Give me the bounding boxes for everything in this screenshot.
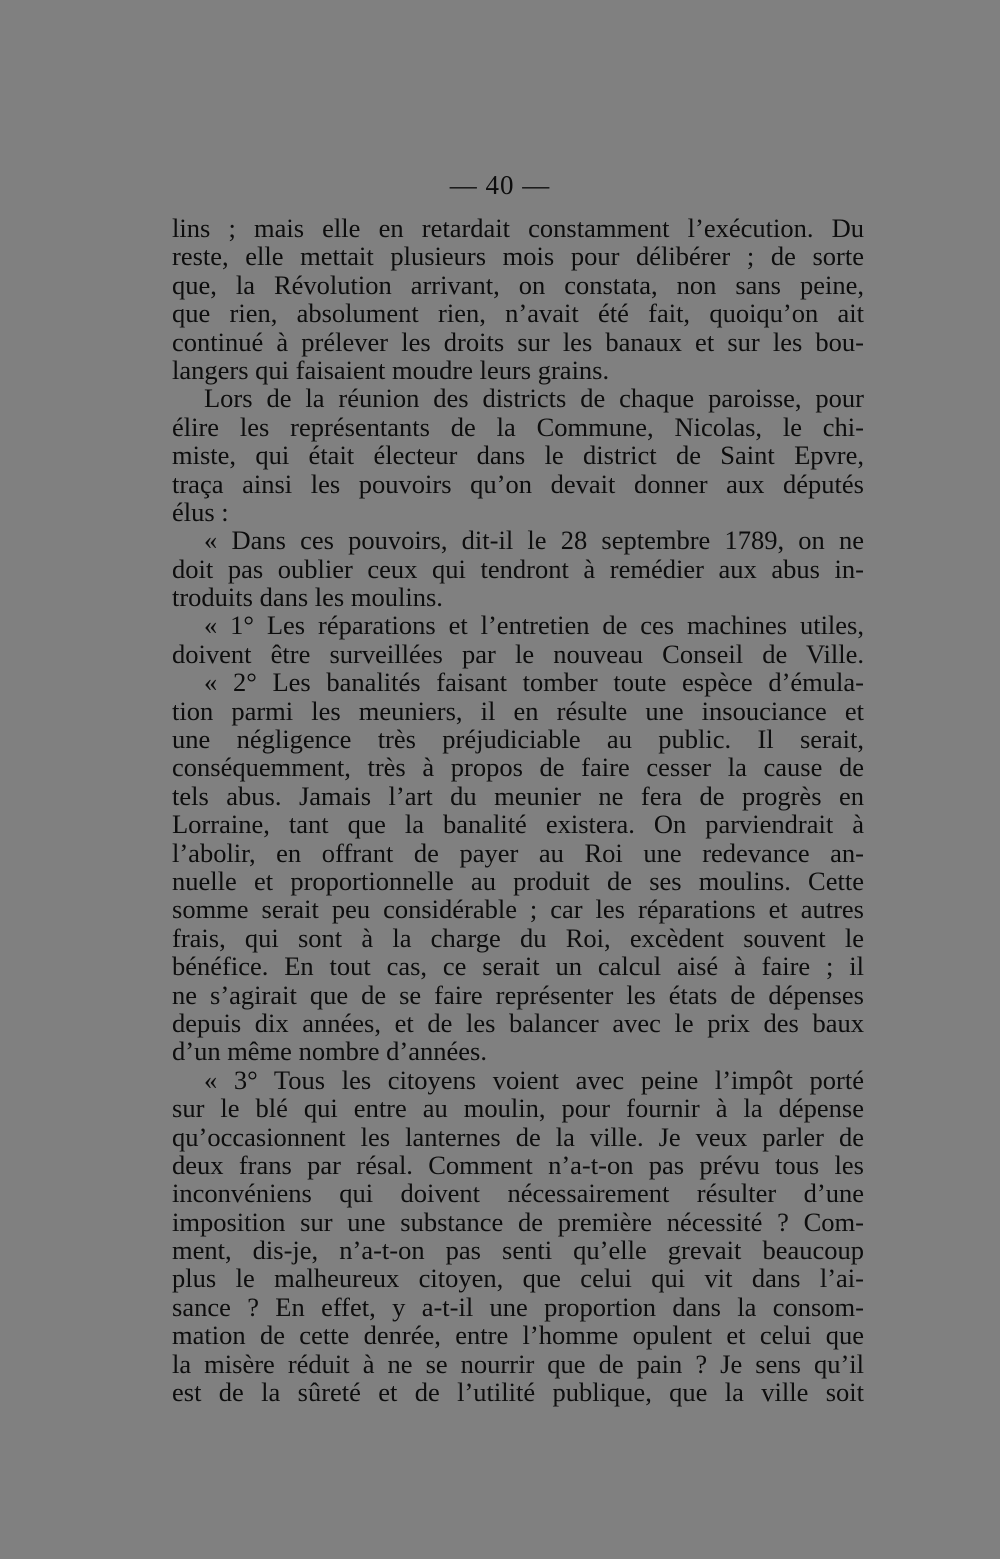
text-line: langers qui faisaient moudre leurs grains. <box>172 354 610 385</box>
text-line: que, la Révolution arrivant, on constata, non sans peine, <box>172 269 864 300</box>
text-line: conséquemment, très à propos de faire cesser la cause de <box>172 752 864 783</box>
text-line: Lorraine, tant que la banalité existera. On parviendrait à <box>172 809 864 840</box>
text-line: élus : <box>172 496 229 527</box>
text-line: lins ; mais elle en retardait constamment l’exécution. Du <box>172 213 864 243</box>
text-line: que rien, absolument rien, n’avait été fait, quoiqu’on ait <box>172 298 864 329</box>
text-line: inconvéniens qui doivent nécessairement résulter d’une <box>172 1178 864 1209</box>
text-line: une négligence très préjudiciable au public. Il serait, <box>172 724 864 755</box>
text-line: sur le blé qui entre au moulin, pour fournir à la dépense <box>172 1093 864 1124</box>
text-line: « 2° Les banalités faisant tomber toute espèce d’émula- <box>204 667 864 698</box>
text-line: d’un même nombre d’années. <box>172 1036 487 1067</box>
text-line: « Dans ces pouvoirs, dit-il le 28 septembre 1789, on ne <box>204 525 864 556</box>
body-text <box>172 214 864 1406</box>
text-line: la misère réduit à ne se nourrir que de pain ? Je sens qu’il <box>172 1348 864 1379</box>
text-line: sance ? En effet, y a-t-il une proportion dans la consom- <box>172 1291 864 1322</box>
text-line: depuis dix années, et de les balancer avec le prix des baux <box>172 1007 864 1038</box>
text-line: miste, qui était électeur dans le district de Saint Epvre, <box>172 440 864 471</box>
text-line: est de la sûreté et de l’utilité publique, que la ville soit <box>172 1377 864 1408</box>
text-line: frais, qui sont à la charge du Roi, excèdent souvent le <box>172 922 864 953</box>
page-number: — 40 — <box>449 170 551 200</box>
text-line: ment, dis-je, n’a-t-on pas senti qu’elle grevait beaucoup <box>172 1235 864 1266</box>
text-line: « 3° Tous les citoyens voient avec peine l’impôt porté <box>204 1064 864 1095</box>
text-line: tels abus. Jamais l’art du meunier ne fera de progrès en <box>172 780 864 811</box>
text-line: somme serait peu considérable ; car les réparations et autres <box>172 894 864 925</box>
text-line: imposition sur une substance de première nécessité ? Com- <box>172 1206 864 1237</box>
text-line: reste, elle mettait plusieurs mois pour délibérer ; de sorte <box>172 241 864 272</box>
text-line: tion parmi les meuniers, il en résulte une insouciance et <box>172 695 864 726</box>
text-line: traça ainsi les pouvoirs qu’on devait donner aux députés <box>172 468 864 499</box>
text-line: Lors de la réunion des districts de chaque paroisse, pour <box>204 383 864 414</box>
text-line: ne s’agirait que de se faire représenter les états de dépenses <box>172 979 864 1010</box>
text-line: l’abolir, en offrant de payer au Roi une redevance an- <box>172 837 864 868</box>
text-line: doit pas oublier ceux qui tendront à remédier aux abus in- <box>172 553 864 584</box>
text-line: mation de cette denrée, entre l’homme opulent et celui que <box>172 1320 864 1351</box>
text-line: bénéfice. En tout cas, ce serait un calcul aisé à faire ; il <box>172 951 864 982</box>
text-line: doivent être surveillées par le nouveau Conseil de Ville. <box>172 638 864 669</box>
text-line: nuelle et proportionnelle au produit de ses moulins. Cette <box>172 865 864 896</box>
text-line: élire les représentants de la Commune, Nicolas, le chi- <box>172 411 864 442</box>
text-line: qu’occasionnent les lanternes de la ville. Je veux parler de <box>172 1121 864 1152</box>
text-line: plus le malheureux citoyen, que celui qui vit dans l’ai- <box>172 1263 864 1294</box>
text-line: « 1° Les réparations et l’entretien de ces machines utiles, <box>204 610 864 641</box>
text-line: troduits dans les moulins. <box>172 582 443 613</box>
text-line: deux frans par résal. Comment n’a-t-on pas prévu tous les <box>172 1149 864 1180</box>
text-line: continué à prélever les droits sur les banaux et sur les bou- <box>172 326 864 357</box>
